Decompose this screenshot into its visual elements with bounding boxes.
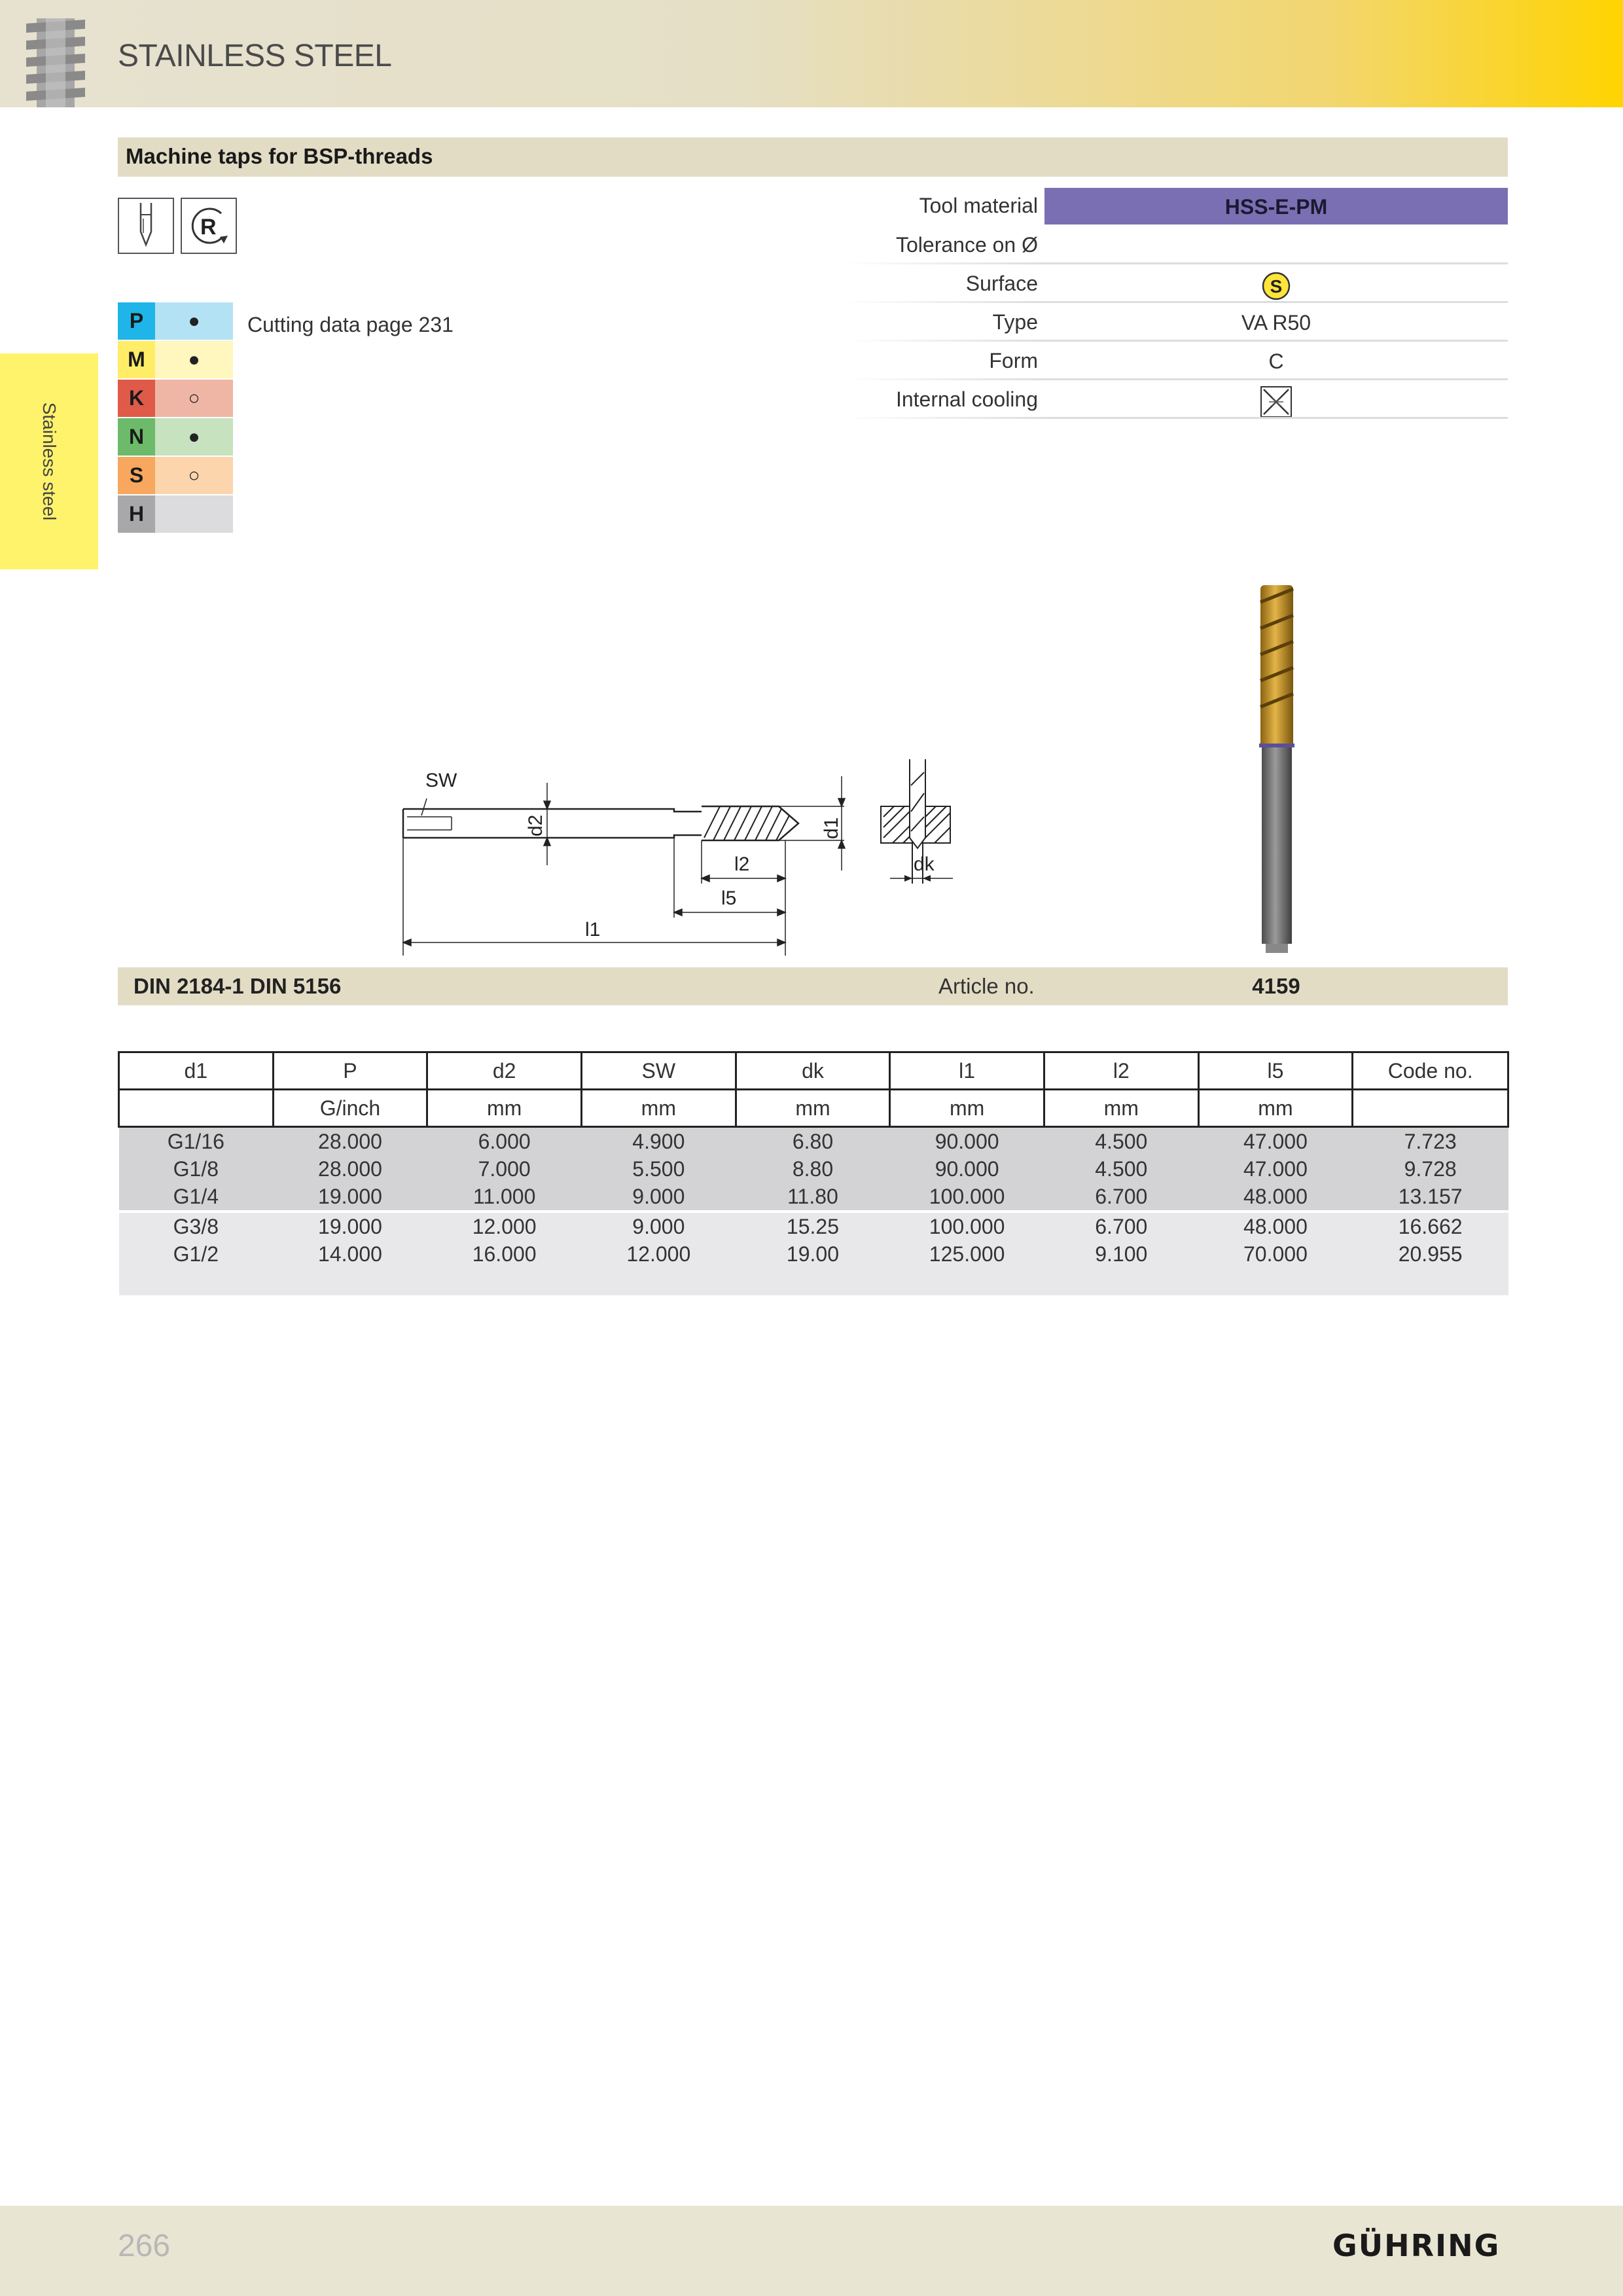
- table-cell: 14.000: [273, 1240, 427, 1268]
- column-header: l5: [1198, 1052, 1353, 1090]
- column-header: d1: [119, 1052, 274, 1090]
- column-unit: G/inch: [273, 1090, 427, 1127]
- table-cell: G1/2: [119, 1240, 274, 1268]
- table-cell: 13.157: [1353, 1183, 1508, 1211]
- material-group-suitability: ○: [155, 457, 233, 494]
- column-unit: mm: [427, 1090, 582, 1127]
- table-row[interactable]: [119, 1240, 1508, 1268]
- column-header: d2: [427, 1052, 582, 1090]
- thread-coil-icon: [17, 18, 94, 107]
- table-cell: 100.000: [890, 1211, 1044, 1240]
- spec-form: [844, 342, 1508, 380]
- table-row[interactable]: [119, 1127, 1508, 1156]
- column-header: Code no.: [1353, 1052, 1508, 1090]
- svg-text:S: S: [1270, 276, 1283, 296]
- table-cell: 9.000: [581, 1211, 736, 1240]
- material-group-s: [118, 457, 233, 494]
- material-group-suitability: ●: [155, 341, 233, 378]
- material-group-letter: P: [118, 302, 155, 340]
- dim-label-d1: d1: [821, 817, 842, 839]
- cutting-data-link[interactable]: Cutting data page 231: [247, 313, 454, 336]
- column-header: dk: [736, 1052, 890, 1090]
- table-cell: 12.000: [581, 1240, 736, 1268]
- section-title: Machine taps for BSP-threads: [126, 144, 433, 168]
- spec-value: VA R50: [1241, 311, 1311, 334]
- table-cell: 15.25: [736, 1211, 890, 1240]
- material-group-suitability: ○: [155, 380, 233, 417]
- table-cell: 19.000: [273, 1183, 427, 1211]
- table-cell: 47.000: [1198, 1155, 1353, 1183]
- spec-label: Surface: [965, 272, 1038, 295]
- spec-value: [1044, 381, 1508, 419]
- material-group-letter: S: [118, 457, 155, 494]
- spec-label: Tolerance on Ø: [895, 233, 1038, 257]
- material-group-letter: N: [118, 418, 155, 456]
- chapter-side-tab-label: Stainless steel: [39, 402, 60, 521]
- table-cell: 11.000: [427, 1183, 582, 1211]
- column-header: l2: [1044, 1052, 1198, 1090]
- table-cell: 20.955: [1353, 1240, 1508, 1268]
- page-number: 266: [118, 2229, 171, 2263]
- spec-tool-material: [844, 187, 1508, 225]
- material-group-n: [118, 418, 233, 456]
- material-group-suitability: ●: [155, 418, 233, 456]
- column-unit: mm: [581, 1090, 736, 1127]
- dim-label-l2: l2: [734, 853, 750, 875]
- table-cell: 100.000: [890, 1183, 1044, 1211]
- spec-label: Tool material: [919, 194, 1038, 217]
- table-cell: 90.000: [890, 1127, 1044, 1156]
- table-cell: 16.662: [1353, 1211, 1508, 1240]
- brand-logo: GÜHRING: [1332, 2228, 1501, 2263]
- dim-label-dk: dk: [914, 853, 935, 875]
- material-group-letter: H: [118, 495, 155, 533]
- table-cell: G1/16: [119, 1127, 274, 1156]
- spec-tolerance: [844, 226, 1508, 264]
- material-group-p: [118, 302, 233, 340]
- spec-label: Type: [992, 310, 1038, 334]
- spec-value: [1044, 226, 1508, 264]
- article-number: 4159: [1252, 974, 1300, 998]
- table-cell: 7.000: [427, 1155, 582, 1183]
- spec-value: [1044, 265, 1508, 303]
- table-row[interactable]: [119, 1211, 1508, 1240]
- material-group-k: [118, 380, 233, 417]
- table-cell: 125.000: [890, 1240, 1044, 1268]
- column-unit: mm: [1044, 1090, 1198, 1127]
- tap-product-image: [1243, 583, 1309, 956]
- spec-type: [844, 304, 1508, 342]
- column-unit: mm: [1198, 1090, 1353, 1127]
- dim-label-d2: d2: [525, 814, 546, 836]
- table-cell: 4.500: [1044, 1127, 1198, 1156]
- spec-surface: [844, 265, 1508, 303]
- table-cell: 70.000: [1198, 1240, 1353, 1268]
- table-cell: 6.700: [1044, 1211, 1198, 1240]
- column-header: SW: [581, 1052, 736, 1090]
- spec-label: Internal cooling: [895, 387, 1038, 411]
- dim-label-sw: SW: [425, 770, 457, 791]
- material-group-h: [118, 495, 233, 533]
- table-cell: 9.000: [581, 1183, 736, 1211]
- table-cell: 19.00: [736, 1240, 890, 1268]
- tap-point-icon: [118, 198, 174, 254]
- table-cell: 16.000: [427, 1240, 582, 1268]
- standards-label: DIN 2184-1 DIN 5156: [134, 974, 342, 998]
- table-header-row: [119, 1052, 1508, 1090]
- svg-text:R: R: [200, 215, 217, 240]
- table-cell: 6.000: [427, 1127, 582, 1156]
- column-unit: mm: [736, 1090, 890, 1127]
- material-group-letter: M: [118, 341, 155, 378]
- table-cell: 11.80: [736, 1183, 890, 1211]
- table-cell: 48.000: [1198, 1183, 1353, 1211]
- table-cell: 8.80: [736, 1155, 890, 1183]
- page-title: STAINLESS STEEL: [118, 39, 392, 73]
- table-cell: 6.80: [736, 1127, 890, 1156]
- spec-label: Form: [989, 349, 1038, 372]
- table-cell: 5.500: [581, 1155, 736, 1183]
- dim-label-l1: l1: [585, 919, 601, 941]
- spec-value: HSS-E-PM: [1044, 188, 1508, 224]
- material-group-suitability: ●: [155, 302, 233, 340]
- table-units-row: [119, 1090, 1508, 1127]
- table-cell: 90.000: [890, 1155, 1044, 1183]
- spec-value: C: [1268, 350, 1284, 373]
- table-cell: G1/4: [119, 1183, 274, 1211]
- table-row[interactable]: [119, 1183, 1508, 1211]
- column-unit: [119, 1090, 274, 1127]
- article-number-label: Article no.: [938, 974, 1035, 998]
- table-cell: 47.000: [1198, 1127, 1353, 1156]
- right-hand-cutting-icon: [181, 198, 237, 254]
- table-cell: 4.900: [581, 1127, 736, 1156]
- material-group-suitability: [155, 495, 233, 533]
- spec-internal-cooling: [844, 381, 1508, 419]
- table-cell: 12.000: [427, 1211, 582, 1240]
- table-cell: G3/8: [119, 1211, 274, 1240]
- table-spacer-row: [119, 1268, 1508, 1295]
- table-row[interactable]: [119, 1155, 1508, 1183]
- table-cell: 48.000: [1198, 1211, 1353, 1240]
- column-header: l1: [890, 1052, 1044, 1090]
- column-unit: [1353, 1090, 1508, 1127]
- table-cell: 28.000: [273, 1155, 427, 1183]
- table-cell: 9.100: [1044, 1240, 1198, 1268]
- table-cell: G1/8: [119, 1155, 274, 1183]
- table-cell: 4.500: [1044, 1155, 1198, 1183]
- technical-drawing: [386, 746, 975, 956]
- table-cell: 28.000: [273, 1127, 427, 1156]
- table-cell: 6.700: [1044, 1183, 1198, 1211]
- material-group-letter: K: [118, 380, 155, 417]
- column-header: P: [273, 1052, 427, 1090]
- no-internal-cooling-icon: [1260, 386, 1293, 418]
- surface-coating-icon: [1260, 270, 1292, 302]
- column-unit: mm: [890, 1090, 1044, 1127]
- table-cell: 7.723: [1353, 1127, 1508, 1156]
- table-cell: 9.728: [1353, 1155, 1508, 1183]
- table-cell: 19.000: [273, 1211, 427, 1240]
- material-group-m: [118, 341, 233, 378]
- dim-label-l5: l5: [721, 888, 737, 909]
- product-dimensions-table: [118, 1051, 1509, 1295]
